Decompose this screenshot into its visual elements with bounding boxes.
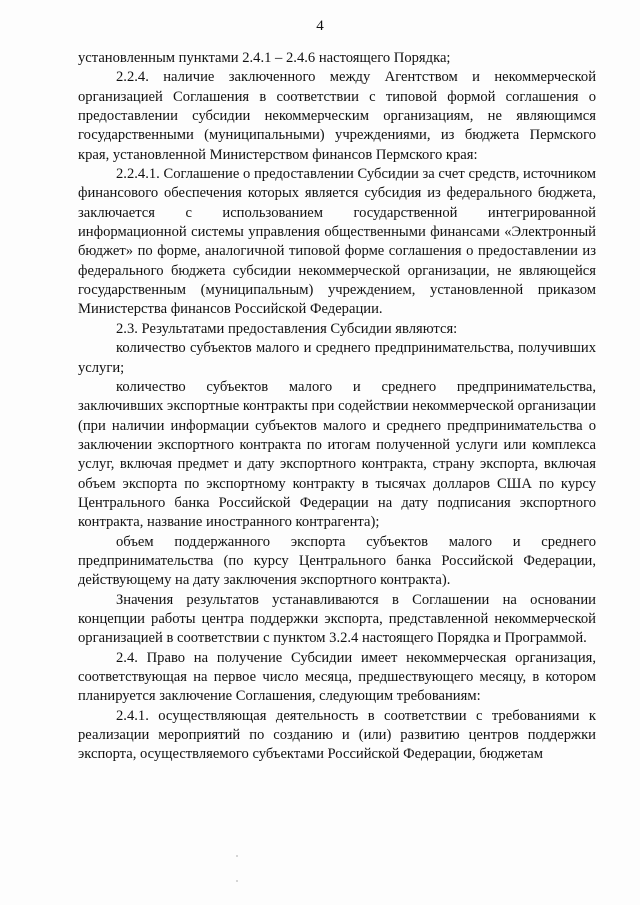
paragraph-2-2-4: 2.2.4. наличие заключенного между Агентством и некоммерческой организацией Соглашения в соответствии с типовой формой соглашения о предоставлении субсидии некоммерческим организациям, не являющимся государственными (муниципальными) учреждениями, из бюджета Пермского края, установленной Министерством финансов Пермского края: [78,69,596,163]
paragraph-2-4-1: 2.4.1. осуществляющая деятельность в соответствии с требованиями к реализации мероприятий по созданию и (или) развитию центров поддержки экспорта, осуществляемого субъектами Российской Федерации, бюджетам [78,707,596,763]
result-item-services: количество субъектов малого и среднего предпринимательства, получивших услуги; [78,340,596,376]
document-body [78,49,596,765]
paragraph-2-4: 2.4. Право на получение Субсидии имеет некоммерческая организация, соответствующая на первое число месяца, предшествующего месяцу, в котором планируется заключение Соглашения, следующим требованиям: [78,649,596,705]
paragraph-continuation: установленным пунктами 2.4.1 – 2.4.6 настоящего Порядка; [78,50,451,66]
paragraph-2-2-4-1: 2.2.4.1. Соглашение о предоставлении Субсидии за счет средств, источником финансового обеспечения которых является субсидия из федерального бюджета, заключается с использованием государственной интегрированной информационной системы управления общественными финансами «Электронный бюджет» по форме, аналогичной типовой форме соглашения о предоставлении из федерального бюджета субсидии некоммерческой организации, не являющейся государственным (муниципальным) учреждением, установленной приказом Министерства финансов Российской Федерации. [78,166,596,318]
paragraph-result-values: Значения результатов устанавливаются в Соглашении на основании концепции работы центра поддержки экспорта, представленной некоммерческой организацией в соответствии с пунктом 3.2.4 настоящего Порядка и Программой. [78,591,596,647]
result-item-contracts: количество субъектов малого и среднего предпринимательства, заключивших экспортные контракты при содействии некоммерческой организации (при наличии информации субъектов малого и среднего предпринимательства о заключении экспортного контракта по итогам полученной услуги или комплекса услуг, включая предмет и дату экспортного контракта, страну экспорта, включая объем экспорта по экспортному контракту в тысячах долларов США по курсу Центрального банка Российской Федерации на дату подписания экспортного контракта, название иностранного контрагента); [78,378,596,531]
result-item-export-volume: объем поддержанного экспорта субъектов малого и среднего предпринимательства (по курсу Центрального банка Российской Федерации, действующему на дату заключения экспортного контракта). [78,533,596,589]
scan-speck [236,880,238,882]
page-number: 4 [316,18,324,34]
paragraph-2-3: 2.3. Результатами предоставления Субсидии являются: [116,320,458,337]
scan-speck [236,855,238,857]
